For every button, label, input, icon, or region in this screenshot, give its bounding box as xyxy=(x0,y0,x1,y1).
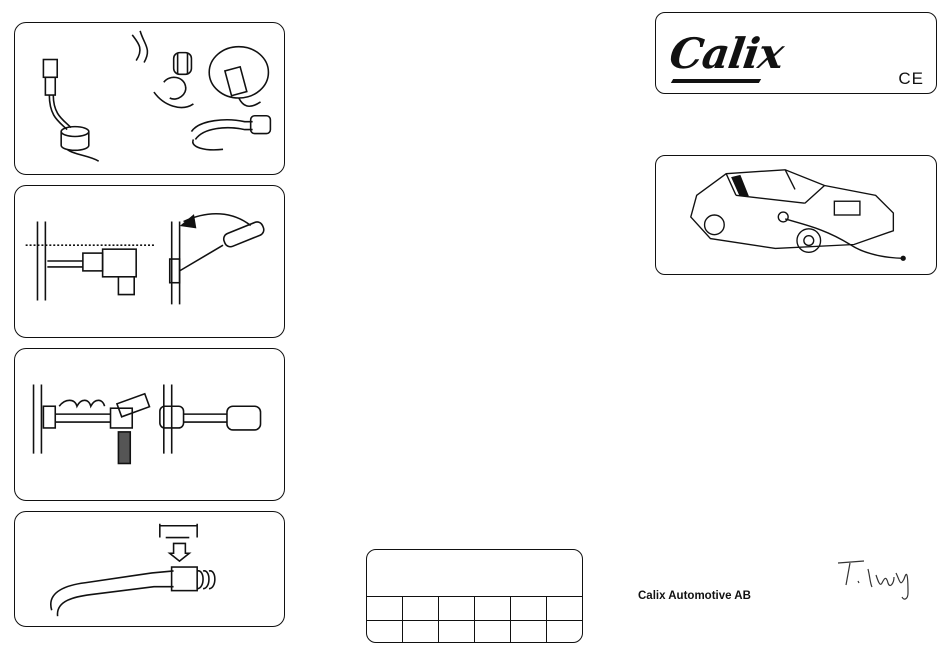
drill-and-screwdriver-illustration xyxy=(15,186,284,337)
table-grid xyxy=(367,596,582,642)
signature-image xyxy=(830,553,915,603)
brand-underline xyxy=(671,79,761,83)
table-cell xyxy=(439,597,475,620)
table-cell xyxy=(367,597,403,620)
illustration-panel-2 xyxy=(14,185,285,338)
table-cell xyxy=(511,597,547,620)
brand-logo: Calix xyxy=(666,29,787,78)
table-cell xyxy=(547,621,582,644)
table-cell xyxy=(511,621,547,644)
car-illustration xyxy=(656,156,936,274)
heater-parts-illustration xyxy=(15,23,284,174)
info-table xyxy=(366,549,583,643)
table-cell xyxy=(403,621,439,644)
table-cell xyxy=(403,597,439,620)
table-row xyxy=(367,620,582,644)
table-cell xyxy=(475,597,511,620)
illustration-panel-1 xyxy=(14,22,285,175)
car-overview-panel xyxy=(655,155,937,275)
connector-clip-illustration xyxy=(15,512,284,626)
table-cell xyxy=(475,621,511,644)
company-name: Calix Automotive AB xyxy=(638,590,751,602)
rivet-and-hammer-illustration xyxy=(15,349,284,500)
table-cell xyxy=(547,597,582,620)
ce-mark: CE xyxy=(898,69,924,88)
illustration-panel-3 xyxy=(14,348,285,501)
table-row xyxy=(367,597,582,620)
illustration-panel-4 xyxy=(14,511,285,627)
brand-logo-box xyxy=(655,12,937,94)
table-cell xyxy=(367,621,403,644)
table-cell xyxy=(439,621,475,644)
